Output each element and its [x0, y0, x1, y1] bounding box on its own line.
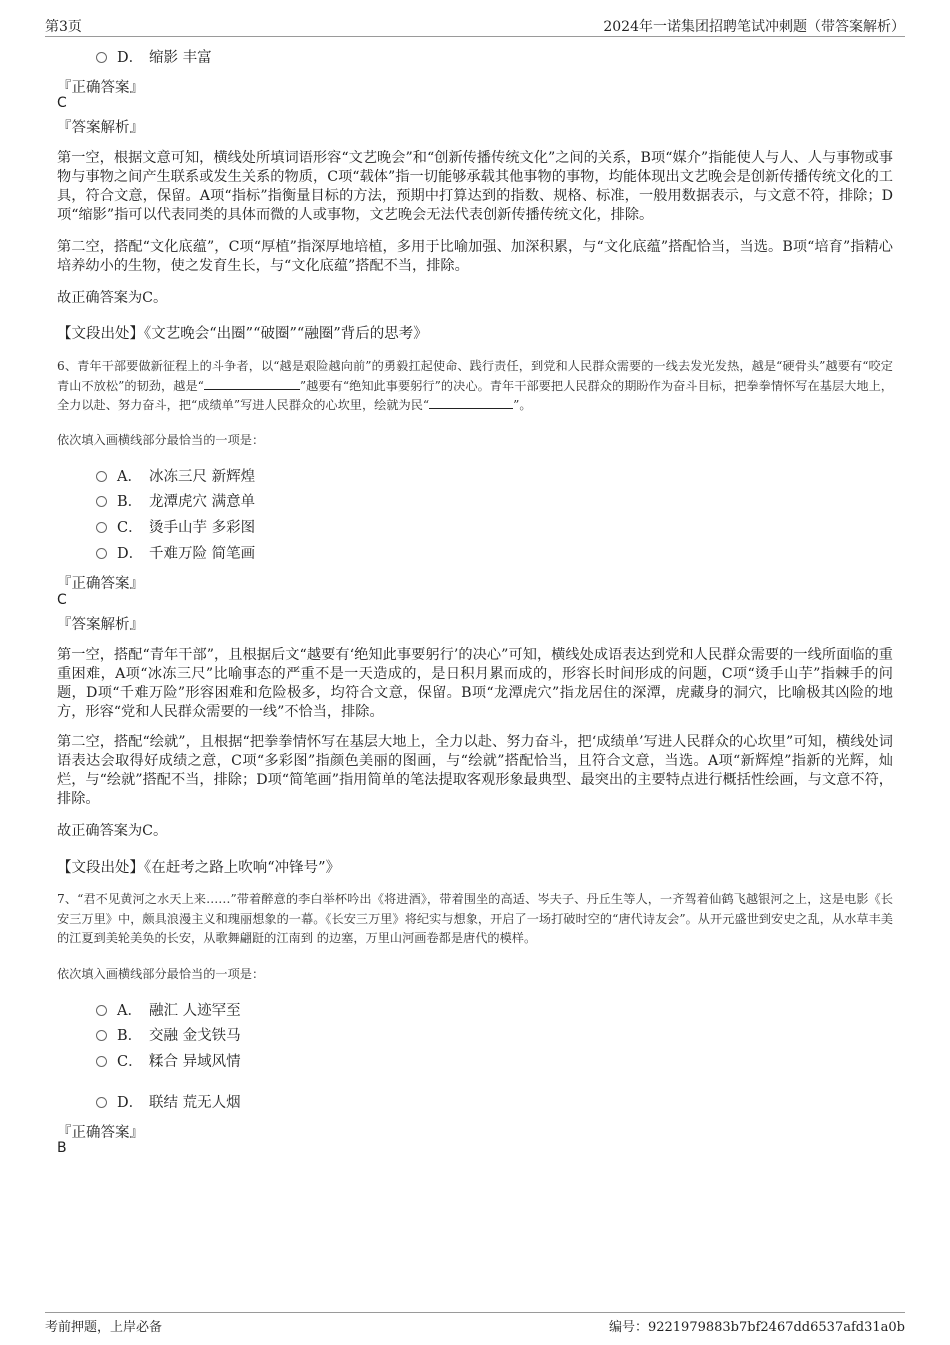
- q6-instruction: 依次填入画横线部分最恰当的一项是：: [57, 433, 265, 447]
- radio-icon[interactable]: [96, 1097, 107, 1108]
- radio-icon[interactable]: [96, 1030, 107, 1041]
- footer-slogan: 考前押题，上岸必备: [45, 1320, 163, 1335]
- radio-icon[interactable]: [96, 496, 107, 507]
- blank-1: [204, 377, 300, 390]
- q6-option-b[interactable]: B． 龙潭虎穴 满意单: [96, 492, 255, 512]
- analysis-label: 『答案解析』: [57, 120, 144, 136]
- q6-option-d[interactable]: D． 千难万险 简笔画: [96, 544, 255, 564]
- q7-option-a[interactable]: A． 融汇 人迹罕至: [96, 1001, 241, 1021]
- q6-option-c[interactable]: C． 烫手山芋 多彩图: [96, 518, 255, 538]
- q5-analysis-p2: 第二空，搭配“文化底蕴”，C项“厚植”指深厚地培植，多用于比喻加强、加深积累，与“文化底蕴”搭配恰当，当选。B项“培育”指精心培养幼小的生物，使之发育生长，与“文化底蕴”搭配不当，排除。: [57, 239, 893, 274]
- radio-icon[interactable]: [96, 522, 107, 533]
- q6-answer: C: [57, 592, 67, 608]
- q5-option-d[interactable]: D． 缩影 丰富: [96, 48, 212, 68]
- document-title: 2024年一诺集团招聘笔试冲刺题（带答案解析）: [603, 19, 905, 35]
- q6-conclusion: 故正确答案为C。: [57, 823, 168, 839]
- q7-instruction: 依次填入画横线部分最恰当的一项是：: [57, 967, 265, 981]
- q6-analysis-p1: 第一空，搭配“青年干部”，且根据后文“越要有‘绝知此事要躬行’的决心”可知，横线处成语表达到党和人民群众需要的一线所面临的重重困难，A项“冰冻三尺”比喻事态的严重不是一天造成的，是日积月累而成的，形容长时间形成的问题，C项“烫手山芋”指棘手的问题，D项“千难万险”形容困难和危险极多，均符合文意，保留。B项“龙潭虎穴”指龙居住的深潭，虎藏身的洞穴，比喻极其凶险的地方，形容“党和人民群众需要的一线”不恰当，排除。: [57, 647, 893, 720]
- q7-question: 7、“君不见黄河之水天上来……”带着醉意的李白举杯吟出《将进酒》，带着围坐的高适、岑夫子、丹丘生等人，一齐驾着仙鹤飞越银河之上，这是电影《长安三万里》中，颇具浪漫主义和瑰丽想象的一幕。《长安三万里》将纪实与想象，开启了一场打破时空的“唐代诗友会”。从开元盛世到安史之乱，从水草丰美的江夏到美轮美奂的长安，从歌舞翩跹的江南到 的边塞，万里山河画卷都是唐代的模样。: [57, 892, 893, 945]
- blank-2: [429, 396, 513, 409]
- q5-conclusion: 故正确答案为C。: [57, 290, 168, 306]
- q7-option-c[interactable]: C． 糅合 异域风情: [96, 1052, 241, 1072]
- answer-label: 『正确答案』: [57, 1125, 144, 1141]
- q6-source: 【文段出处】《在赶考之路上吹响“冲锋号”》: [57, 860, 341, 876]
- q5-analysis-p1: 第一空，根据文意可知，横线处所填词语形容“文艺晚会”和“创新传播传统文化”之间的关系，B项“媒介”指能使人与人、人与事物或事物与事物之间产生联系或发生关系的物质，C项“载体”指一切能够承载其他事物的事物，均能体现出文艺晚会是创新传播传统文化的工具，符合文意，保留。A项“指标”指衡量目标的方法，预期中打算达到的指数、规格、标准，一般用数据表示，与文意不符，排除；D项“缩影”指可以代表同类的具体而微的人或事物，文艺晚会无法代表创新传播传统文化，排除。: [57, 150, 893, 223]
- q6-option-a[interactable]: A． 冰冻三尺 新辉煌: [96, 467, 255, 487]
- q7-option-b[interactable]: B． 交融 金戈铁马: [96, 1026, 241, 1046]
- q5-source: 【文段出处】《文艺晚会“出圈”“破圈”“融圈”背后的思考》: [57, 326, 428, 342]
- answer-label: 『正确答案』: [57, 80, 144, 96]
- radio-icon[interactable]: [96, 52, 107, 63]
- answer-label: 『正确答案』: [57, 576, 144, 592]
- radio-icon[interactable]: [96, 471, 107, 482]
- analysis-label: 『答案解析』: [57, 617, 144, 633]
- q7-option-d[interactable]: D． 联结 荒无人烟: [96, 1093, 241, 1113]
- q6-question: 6、青年干部要做新征程上的斗争者，以“越是艰险越向前”的勇毅扛起使命、践行责任，到党和人民群众需要的一线去发光发热，越是“硬骨头”越要有“咬定青山不放松”的韧劲，越是“ ”越要有“绝知此事要躬行”的决心。青年干部要把人民群众的期盼作为奋斗目标，把拳拳情怀写在基层大地上，全力以赴、努力奋斗，把“成绩单”写进人民群众的心坎里，绘就为民“ ”。: [57, 359, 893, 412]
- q7-answer: B: [57, 1140, 67, 1156]
- radio-icon[interactable]: [96, 1005, 107, 1016]
- radio-icon[interactable]: [96, 1056, 107, 1067]
- radio-icon[interactable]: [96, 548, 107, 559]
- page-number: 第3页: [45, 19, 82, 35]
- page-footer: [45, 1312, 905, 1335]
- q6-analysis-p2: 第二空，搭配“绘就”，且根据“把拳拳情怀写在基层大地上，全力以赴、努力奋斗，把‘成绩单’写进人民群众的心坎里”可知，横线处词语表达会取得好成绩之意，C项“多彩图”指颜色美丽的图画，与“绘就”搭配恰当，且符合文意，当选。A项“新辉煌”指新的光辉，灿烂，与“绘就”搭配不当，排除；D项“简笔画”指用简单的笔法提取客观形象最典型、最突出的主要特点进行概括性绘画，与文意不符，排除。: [57, 734, 893, 807]
- page-header: [45, 14, 905, 37]
- document-id: 编号：9221979883b7bf2467dd6537afd31a0b: [608, 1320, 905, 1335]
- q5-answer: C: [57, 95, 67, 111]
